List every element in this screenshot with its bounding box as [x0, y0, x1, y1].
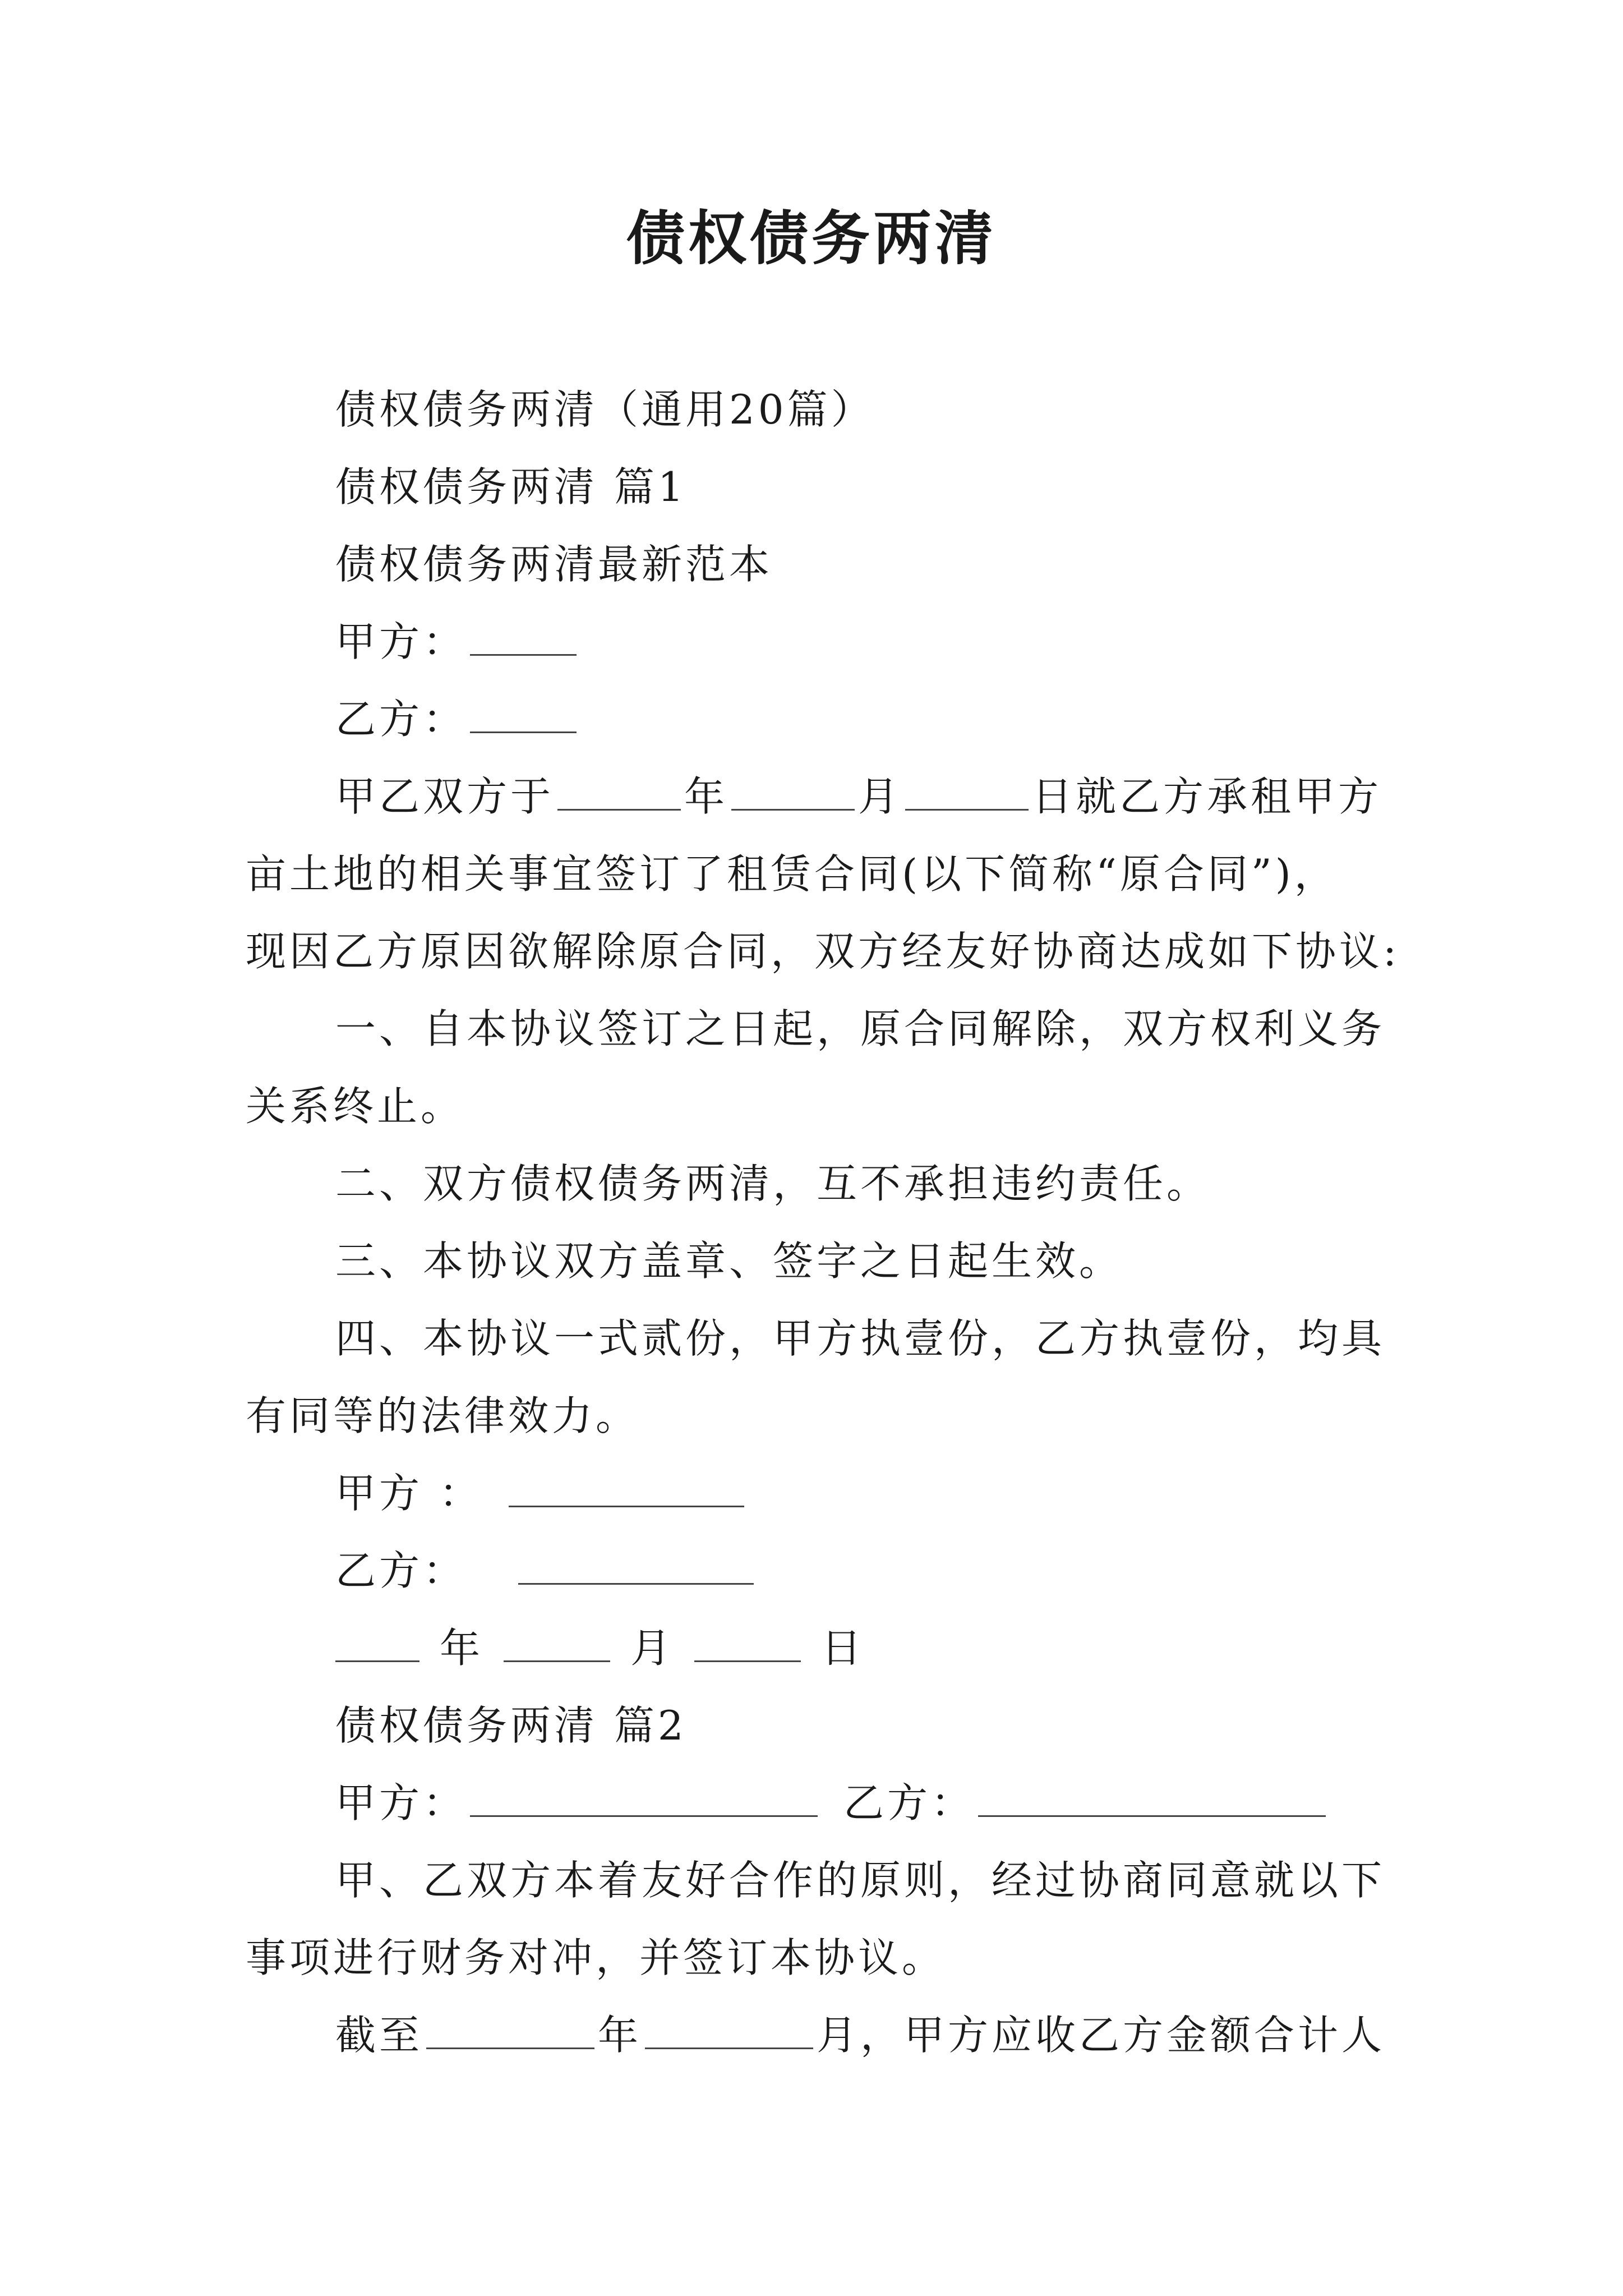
sign-date-line	[335, 1620, 865, 1676]
subtitle: 债权债务两清（通用20篇）	[335, 386, 875, 433]
intro-line-2: 亩土地的相关事宜签订了租赁合同(以下简称“原合同”)，	[246, 850, 1338, 898]
sign-month-label: 月	[630, 1625, 675, 1672]
section2-party-a-label: 甲方：	[335, 1779, 467, 1826]
intro-line-1	[335, 769, 1382, 825]
intro-text-2: 日就乙方承租甲方	[1032, 773, 1382, 820]
sign-year-label: 年	[440, 1625, 484, 1672]
section2-party-a-blank	[470, 1776, 818, 1817]
clause-3: 三、本协议双方盖章、签字之日起生效。	[335, 1237, 1123, 1285]
clause-1-line-2: 关系终止。	[246, 1083, 465, 1130]
sample-title: 债权债务两清最新范本	[335, 541, 773, 588]
para2-month-blank	[645, 2008, 813, 2049]
section2-heading: 债权债务两清 篇2	[335, 1702, 687, 1749]
intro-year-label: 年	[684, 773, 728, 820]
section1-heading: 债权债务两清 篇1	[335, 463, 687, 510]
clause-2: 二、双方债权债务两清，互不承担违约责任。	[335, 1160, 1211, 1207]
section2-party-b-blank	[978, 1776, 1326, 1817]
document-title: 债权债务两清	[626, 204, 997, 273]
party-a-blank	[470, 615, 577, 656]
sign-day-label: 日	[821, 1625, 865, 1672]
sign-a-line	[335, 1465, 748, 1521]
day-blank	[905, 770, 1029, 811]
party-b-blank	[470, 692, 577, 733]
month-blank	[731, 770, 855, 811]
sign-a-label: 甲方 ：	[335, 1470, 483, 1517]
para2-year-blank	[426, 2008, 594, 2049]
party-b-label: 乙方：	[335, 696, 467, 743]
sign-b-label: 乙方：	[335, 1547, 467, 1594]
intro-line-3: 现因乙方原因欲解除原合同，双方经友好协商达成如下协议:	[246, 928, 1400, 975]
sign-a-blank	[509, 1466, 744, 1507]
intro-text-1: 甲乙双方于	[335, 773, 555, 820]
section2-party-b-label: 乙方：	[843, 1779, 975, 1826]
party-b-line	[335, 691, 580, 747]
party-a-label: 甲方：	[335, 618, 467, 665]
sign-month-blank	[504, 1621, 610, 1662]
para2-year-label: 年	[598, 2012, 642, 2059]
section2-para1-line-2: 事项进行财务对冲，并签订本协议。	[246, 1934, 946, 1981]
section2-para1-line-1: 甲、乙双方本着友好合作的原则，经过协商同意就以下	[335, 1857, 1386, 1904]
para2-start: 截至	[335, 2012, 423, 2059]
sign-year-blank	[335, 1621, 419, 1662]
section2-parties-line	[335, 1775, 1329, 1831]
intro-month-label: 月	[858, 773, 902, 820]
section2-para2-line	[335, 2007, 1385, 2063]
sign-b-line	[335, 1543, 757, 1599]
sign-day-blank	[694, 1621, 801, 1662]
party-a-line	[335, 614, 580, 670]
clause-4-line-1: 四、本协议一式贰份，甲方执壹份，乙方执壹份，均具	[335, 1315, 1386, 1362]
para2-end: 月，甲方应收乙方金额合计人	[817, 2012, 1386, 2059]
clause-4-line-2: 有同等的法律效力。	[246, 1392, 640, 1439]
sign-b-blank	[518, 1544, 754, 1585]
clause-1-line-1: 一、自本协议签订之日起，原合同解除，双方权利义务	[335, 1005, 1386, 1052]
year-blank	[557, 770, 681, 811]
